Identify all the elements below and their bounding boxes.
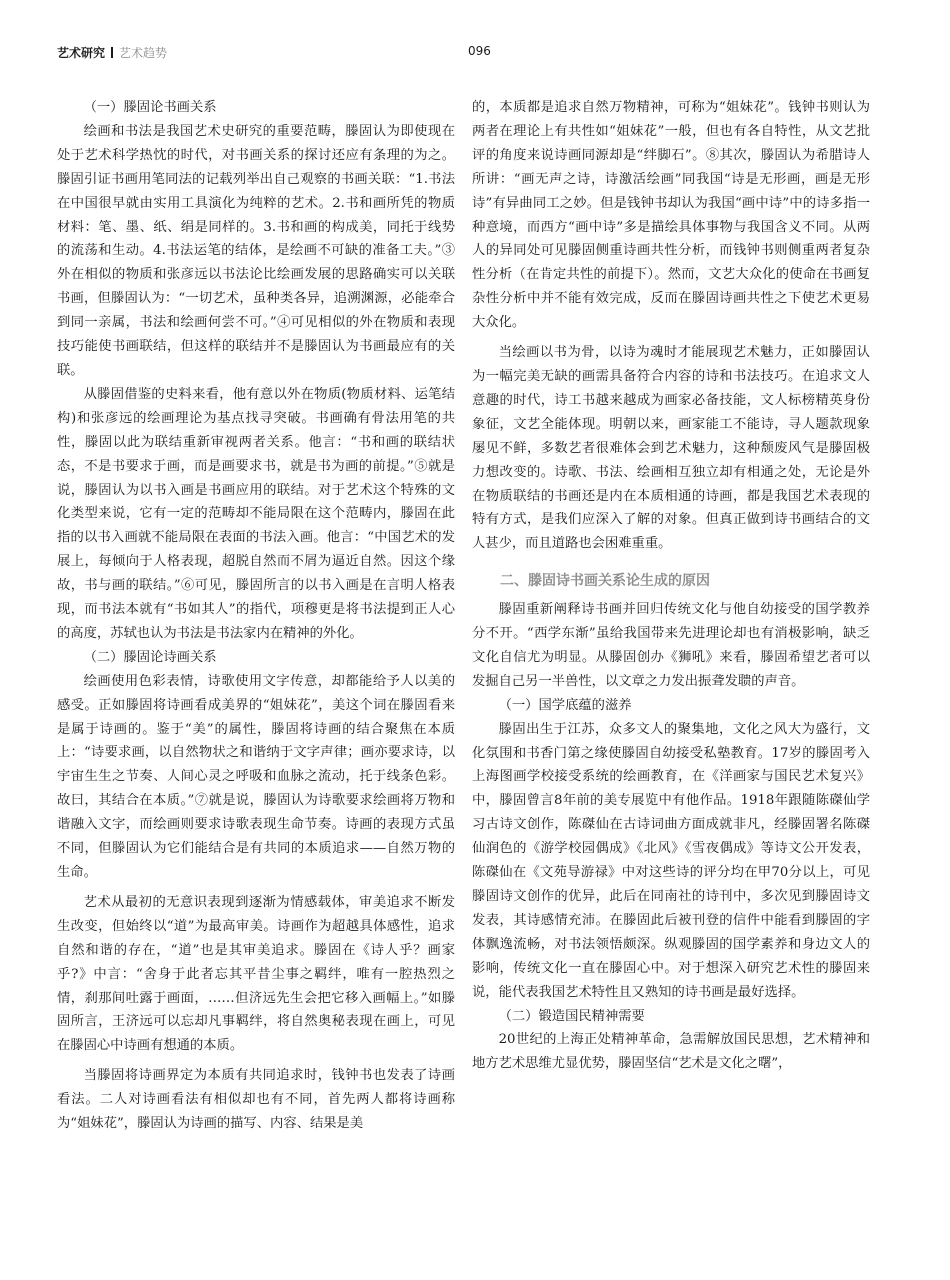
subheading-poetry-painting: （二）滕固论诗画关系 [83,649,217,665]
paragraph: 绘画和书法是我国艺术史研究的重要范畴，滕固认为即使现在处于艺术科学热忱的时代，对书画关系的探讨还应有条理的为之。滕固引证书画用笔同法的记载列举出自己观察的书画关联：“1.书法在中国很早就由实用工具演化为纯粹的艺术。2.书和画所凭的物质材料：笔、墨、纸、绢是同样的。3.书和画的构成美，同托于线势的流荡和生动。4.书法运笔的结体，是绘画不可缺的准备工夫。”③外在相似的物质和张彦远以书法论比绘画发展的思路确实可以关联书画，但滕固认为：“一切艺术，虽种类各异，追溯渊源，必能牵合到同一亲属，书法和绘画何尝不可。”④可见相似的外在物质和表现技巧能使书画联结，但这样的联结并不是滕固认为书画最应有的关联。 [57,123,456,378]
subheading-sinology: （一）国学底蕴的滋养 [498,697,632,713]
journal-name: 艺术研究 [57,46,106,60]
paragraph: 当滕固将诗画界定为本质有共同追求时，钱钟书也发表了诗画看法。二人对诗画看法有相似却也有不同，首先两人都将诗画称为“姐妹花”，滕固认为诗画的描写、内容、结果是美 [57,1068,455,1132]
paragraph: 滕固重新阐释诗书画并回归传统文化与他自幼接受的国学教养分不开。“西学东渐”虽给我国带来先进理论却也有消极影响，缺乏文化自信尤为明显。从滕固创办《狮吼》来看，滕固希望艺者可以发掘自己另一半兽性，以文章之力发出振聋发聩的声音。 [472,602,870,689]
journal-label [57,44,167,61]
paragraph-continued: 的，本质都是追求自然万物精神，可称为“姐妹花”。钱钟书则认为两者在理论上有共性如“姐妹花”一般，但也有各自特性，从文艺批评的角度来说诗画同源却是“绊脚石”。⑧其次，滕固认为希腊诗人所讲：“画无声之诗，诗激活绘画”同我国“诗是无形画，画是无形诗”有异曲同工之妙。但是钱钟书却认为我国“画中诗”中的诗多指一种意境，而西方“画中诗”多是描绘具体事物与我国含义不同。从两人的异同处可见滕固侧重诗画共性分析，而钱钟书则侧重两者复杂性分析（在肯定共性的前提下）。然而，文艺大众化的使命在书画复杂性分析中并不能有效完成，反而在滕固诗画共性之下使艺术更易大众化。 [472,100,870,331]
paragraph: 从滕固借鉴的史料来看，他有意以外在物质(物质材料、运笔结构)和张彦远的绘画理论为基点找寻突破。书画确有骨法用笔的共性，滕固以此为联结重新审视两者关系。他言：“书和画的联结状态，不是书要求于画，而是画要求书，就是书为画的前提。”⑤就是说，滕固认为以书入画是书画应用的联结。对于艺术这个特殊的文化类型来说，它有一定的范畴却不能局限在这个范畴内，滕固在此指的以书入画就不能局限在表面的书法入画。他言：“中国艺术的发展上，每倾向于人格表现，超脱自然而不屑为逼近自然。因这个缘故，书与画的联结。”⑥可见，滕固所言的以书入画是在言明人格表现，而书法本就有“书如其人”的指代，项穆更是将书法提到正人心的高度，苏轼也认为书法是书法家内在精神的外化。 [57,386,455,641]
running-header [57,42,893,64]
left-column [57,96,455,1136]
paragraph: 绘画使用色彩表情，诗歌使用文字传意，却都能给予人以美的感受。正如滕固将诗画看成美界的“姐妹花”，美这个词在滕固看来是属于诗画的。鉴于“美”的属性，滕固将诗画的结合聚焦在本质上：“诗要求画，以自然物状之和谐纳于文字声律；画亦要求诗，以宇宙生生之节奏、人间心灵之呼吸和血脉之流动，托于线条色彩。故曰，其结合在本质。”⑦就是说，滕固认为诗歌要求绘画将万物和谐融入文字，而绘画则要求诗歌表现生命节奏。诗画的表现方式虽不同，但滕固认为它们能结合是有共同的本质追求——自然万物的生命。 [57,673,455,880]
paragraph: 滕固出生于江苏，众多文人的聚集地，文化之风大为盛行，文化氛围和书香门第之缘使滕固自幼接受私塾教育。17岁的滕固考入上海图画学校接受系统的绘画教育，在《洋画家与国民艺术复兴》中，滕固曾言8年前的美专展览中有他作品。1918年跟随陈磔仙学习古诗文创作，陈磔仙在古诗词曲方面成就非凡，经滕固署名陈磔仙润色的《游学校园偶成》《北风》《雪夜偶成》等诗文公开发表，陈磔仙在《文苑导游禄》中对这些诗的评分均在甲70分以上，可见滕固诗文创作的优异，此后在同南社的诗刊中，多次见到滕固诗文发表，其诗感情充沛。在滕固此后被刊登的信件中能看到滕固的字体飘逸流畅，对书法领悟颇深。纵观滕固的国学素养和身边文人的影响，传统文化一直在滕固心中。对于想深入研究艺术性的滕固来说，能代表我国艺术特性且又熟知的诗书画是最好选择。 [472,721,870,1000]
subheading-calligraphy-painting: （一）滕固论书画关系 [83,100,217,115]
paragraph: 当绘画以书为骨，以诗为魂时才能展现艺术魅力，正如滕固认为一幅完美无缺的画需具备符合内容的诗和书法技巧。在追求文人意趣的时代，诗工书越来越成为画家必备技能，文人标榜精英身份象征，文艺全能体现。明朝以来，画家能工不能诗，寻人题款现象屡见不鲜，多数艺者很难体会到艺术魅力，这种颓废风气是滕固极力想改变的。诗歌、书法、绘画相互独立却有相通之处，无论是外在物质联结的书画还是内在本质相通的诗画，都是我国艺术表现的特有方式，是我们应深入了解的对象。但真正做到诗书画结合的文人甚少，而且道路也会困难重重。 [472,345,870,552]
right-column [472,96,870,1076]
header-separator [111,47,113,58]
page-number: 096 [468,44,491,58]
subheading-national-spirit: （二）锻造国民精神需要 [498,1008,645,1024]
paragraph: 艺术从最初的无意识表现到逐渐为情感载体，审美追求不断发生改变，但始终以“道”为最高审美。诗画作为超越具体感性，追求自然和谐的存在，“道”也是其审美追求。滕固在《诗人乎？画家乎?》中言：“舍身于此者忘其平昔尘事之羁绊，唯有一腔热烈之情，刹那间吐露于画面，……但济远先生会把它移入画幅上。”如滕固所言，王济远可以忘却凡事羁绊，将自然奥秘表现在画上，可见在滕固心中诗画有想通的本质。 [57,894,455,1054]
paragraph: 20世纪的上海正处精神革命，急需解放国民思想，艺术精神和地方艺术思维尤显优势，滕固坚信“艺术是文化之曙”， [472,1032,870,1072]
section-name: 艺术趋势 [119,46,168,60]
section-heading: 二、滕固诗书画关系论生成的原因 [500,573,710,590]
